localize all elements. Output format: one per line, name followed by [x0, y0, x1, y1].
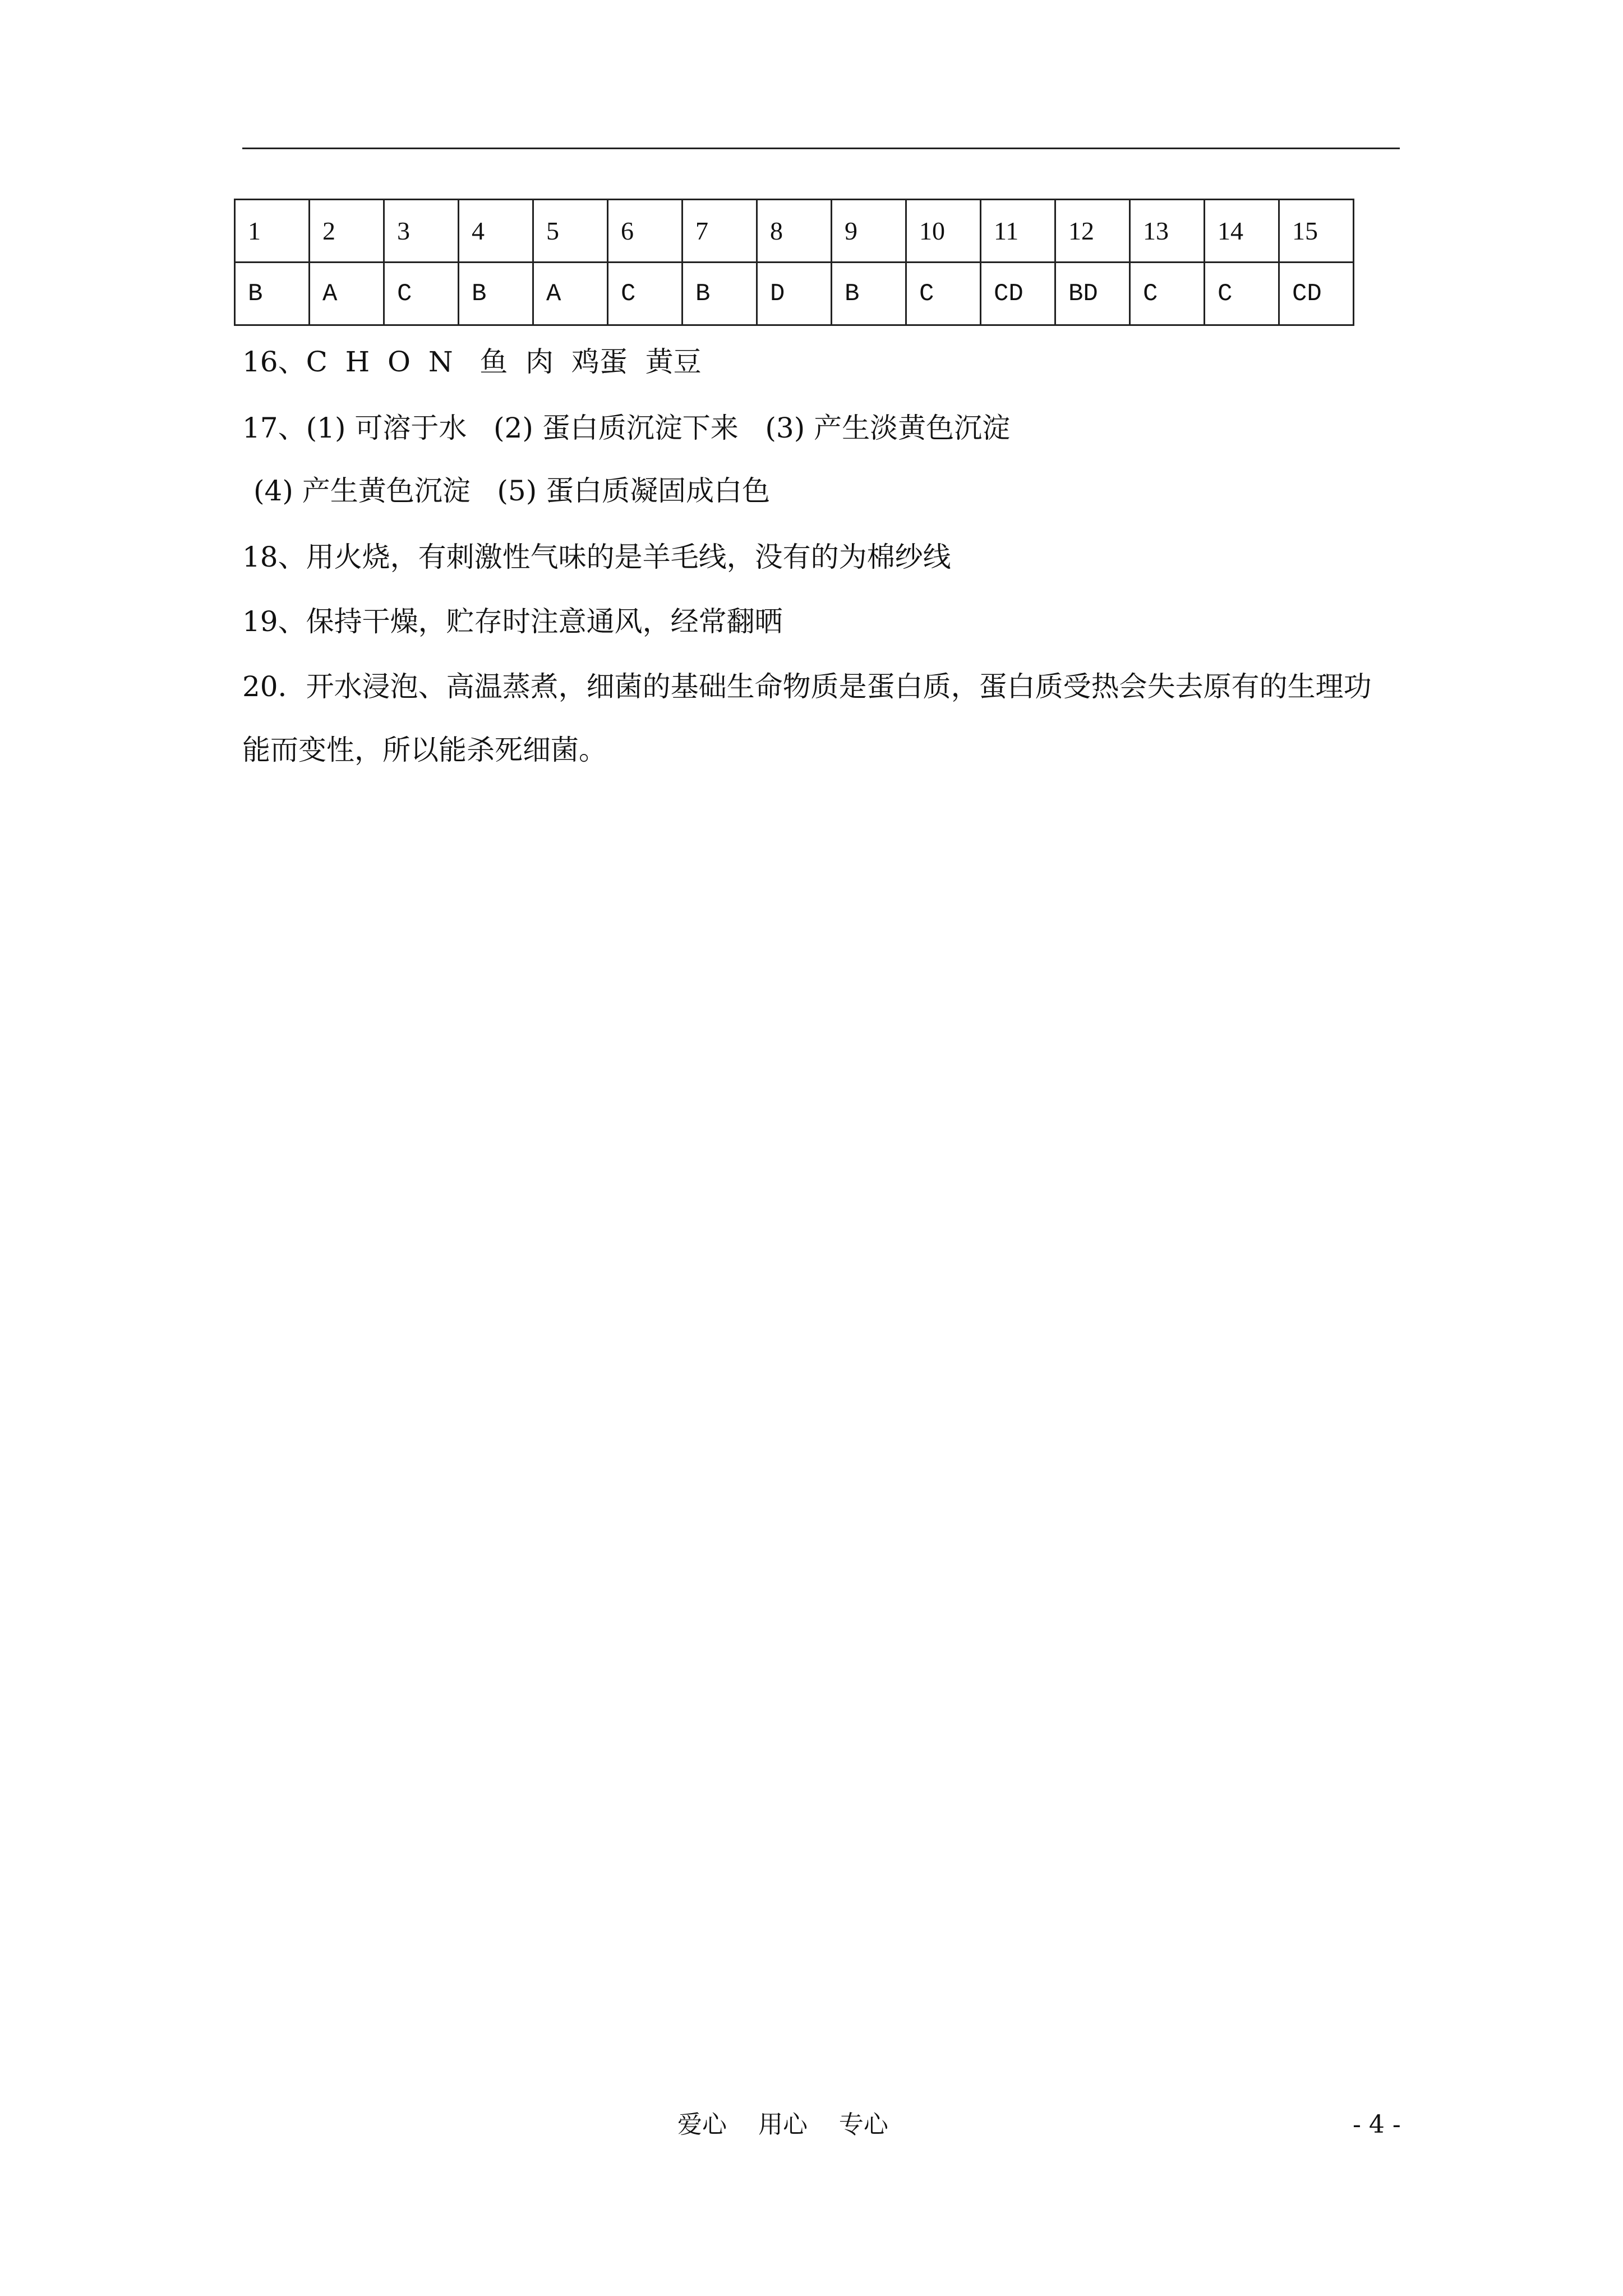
- answer-cell: B: [683, 263, 757, 325]
- answer-table: [234, 199, 1354, 326]
- header-rule: [242, 148, 1400, 149]
- question-number-cell: 5: [533, 200, 608, 263]
- question-number-cell: 1: [235, 200, 310, 263]
- answer-cell: CD: [1279, 263, 1354, 325]
- answer-20-line-1: 20．开水浸泡、高温蒸煮，细菌的基础生命物质是蛋白质，蛋白质受热会失去原有的生理功: [242, 670, 1372, 703]
- answer-cell: D: [757, 263, 832, 325]
- answer-cell: B: [459, 263, 533, 325]
- answer-cell: A: [533, 263, 608, 325]
- question-number-row: [235, 200, 1354, 263]
- question-number-cell: 3: [384, 200, 459, 263]
- answer-cell: B: [832, 263, 906, 325]
- question-number-cell: 15: [1279, 200, 1354, 263]
- question-number-cell: 13: [1130, 200, 1205, 263]
- answer-cell: C: [608, 263, 683, 325]
- answer-cell: C: [384, 263, 459, 325]
- question-number-cell: 12: [1055, 200, 1130, 263]
- answer-17-line-2: (4) 产生黄色沉淀 (5) 蛋白质凝固成白色: [253, 475, 771, 507]
- answer-18: 18、用火烧，有刺激性气味的是羊毛线，没有的为棉纱线: [242, 541, 951, 573]
- answer-cell: A: [310, 263, 384, 325]
- answer-cell: C: [1130, 263, 1205, 325]
- question-number-cell: 6: [608, 200, 683, 263]
- footer-motto: 爱心 用心 专心: [677, 2110, 888, 2139]
- question-number-cell: 11: [981, 200, 1055, 263]
- question-number-cell: 10: [906, 200, 981, 263]
- answer-cell: CD: [981, 263, 1055, 325]
- question-number-cell: 4: [459, 200, 533, 263]
- answer-cell: C: [906, 263, 981, 325]
- answer-cell: BD: [1055, 263, 1130, 325]
- question-number-cell: 2: [310, 200, 384, 263]
- answer-19: 19、保持干燥，贮存时注意通风，经常翻晒: [242, 605, 783, 638]
- page-number: - 4 -: [1353, 2110, 1401, 2139]
- answer-cell: B: [235, 263, 310, 325]
- answer-20-line-2: 能而变性，所以能杀死细菌。: [242, 734, 607, 766]
- answer-17-line-1: 17、(1) 可溶于水 (2) 蛋白质沉淀下来 (3) 产生淡黄色沉淀: [242, 412, 1011, 444]
- question-number-cell: 8: [757, 200, 832, 263]
- question-number-cell: 7: [683, 200, 757, 263]
- answer-16: 16、C H O N 鱼 肉 鸡蛋 黄豆: [242, 346, 702, 378]
- question-number-cell: 14: [1205, 200, 1279, 263]
- answer-cell: C: [1205, 263, 1279, 325]
- answer-row: [235, 263, 1354, 325]
- question-number-cell: 9: [832, 200, 906, 263]
